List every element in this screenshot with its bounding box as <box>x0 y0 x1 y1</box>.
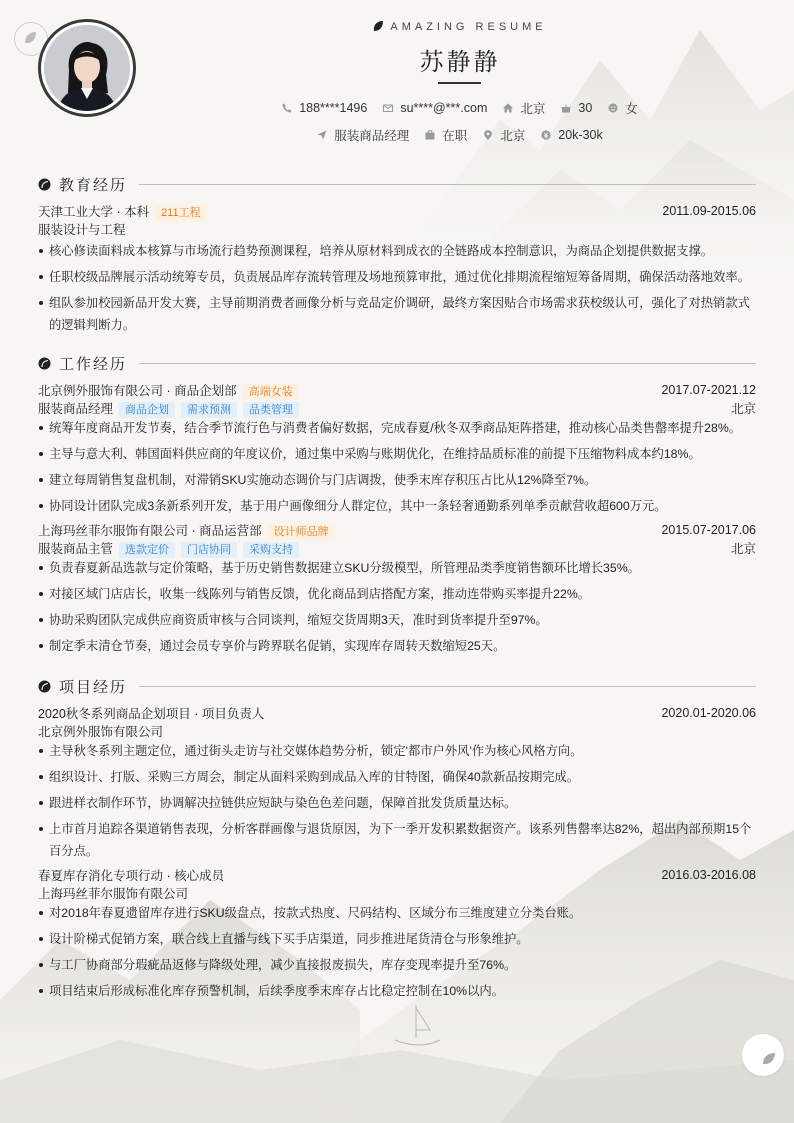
job-status-text: 在职 <box>442 129 468 143</box>
email-item <box>383 101 487 115</box>
company-name: 上海玛丝菲尔服饰有限公司 · 商品运营部 <box>38 523 262 538</box>
list-item: 项目结束后形成标准化库存预警机制，后续季度季末库存占比稳定控制在10%以内。 <box>38 980 756 1002</box>
list-item: 负责春夏新品选款与定价策略，基于历史销售数据建立SKU分级模型，所管理品类季度销售额环比增长35%。 <box>38 557 756 579</box>
job-status-item <box>425 126 467 144</box>
skill-tag: 需求预测 <box>181 402 237 418</box>
home-icon <box>503 103 513 113</box>
gender-icon <box>608 103 618 113</box>
list-item: 对接区域门店店长，收集一线陈列与销售反馈，优化商品到店搭配方案，推动连带购买率提升22%。 <box>38 583 756 605</box>
section-header <box>38 174 756 194</box>
company-row <box>38 521 756 539</box>
list-item: 设计阶梯式促销方案，联合线上直播与线下买手店渠道，同步推进尾货清仓与形象维护。 <box>38 928 756 950</box>
list-item: 组队参加校园新品开发大赛，主导前期消费者画像分析与竞品定价调研，最终方案因贴合市场需求获校级认可，强化了对热销款式的逻辑判断力。 <box>38 292 756 336</box>
target-position-item <box>317 126 409 144</box>
work-section <box>38 353 756 661</box>
section-divider <box>139 686 756 687</box>
project-name: 2020秋冬系列商品企划项目 · 项目负责人 <box>38 707 265 721</box>
briefcase-icon <box>425 130 435 140</box>
list-item: 跟进样衣制作环节，协调解决拉链供应短缺与染色色差问题，保障首批发货质量达标。 <box>38 792 756 814</box>
education-date: 2011.09-2015.06 <box>662 204 756 218</box>
list-item: 上市首月追踪各渠道销售表现，分析客群画像与退货原因，为下一季开发积累数据资产。该系列售罄率达82%，超出内部预期15个百分点。 <box>38 818 756 862</box>
work-city: 北京 <box>730 402 756 416</box>
residence-text: 北京 <box>520 102 546 116</box>
company-tag: 高端女装 <box>243 384 299 400</box>
list-item: 建立每周销售复盘机制，对滞销SKU实施动态调价与门店调拨，使季末库存积压占比从12%降至7%。 <box>38 469 756 491</box>
section-header <box>38 676 756 696</box>
profile-photo <box>44 25 130 111</box>
list-item: 主导与意大利、韩国面料供应商的年度议价，通过集中采购与账期优化，在维持品质标准的前提下压缩物料成本约18%。 <box>38 443 756 465</box>
work-city: 北京 <box>730 542 756 556</box>
major-row <box>38 220 756 238</box>
education-header-row <box>38 202 756 220</box>
list-item: 与工厂协商部分瑕疵品返修与降级处理，减少直接报废损失，库存变现率提升至76%。 <box>38 954 756 976</box>
money-icon <box>541 130 551 140</box>
section-header <box>38 353 756 373</box>
project-header-row <box>38 866 756 884</box>
work-entry <box>38 381 756 517</box>
skill-tag: 商品企划 <box>119 402 175 418</box>
position-row <box>38 539 756 557</box>
list-item: 主导秋冬系列主题定位，通过街头走访与社交媒体趋势分析，锁定'都市户外风'作为核心风格方向。 <box>38 740 756 762</box>
decorative-leaf-badge <box>742 1034 784 1076</box>
leaf-icon <box>38 680 51 693</box>
project-section <box>38 676 756 1006</box>
cake-icon <box>561 103 571 113</box>
project-org-row <box>38 884 756 902</box>
phone-text: 188****1496 <box>299 101 368 115</box>
location-icon <box>483 130 493 140</box>
education-bullets <box>38 240 756 336</box>
gender-text: 女 <box>625 102 638 116</box>
avatar <box>38 19 136 117</box>
position-name: 服装商品经理 <box>38 401 114 416</box>
phone-item <box>282 101 367 115</box>
project-date: 2020.01-2020.06 <box>661 706 756 720</box>
section-divider <box>139 363 756 364</box>
work-date: 2015.07-2017.06 <box>661 523 756 537</box>
company-row <box>38 381 756 399</box>
company-tag: 设计师品牌 <box>268 524 335 540</box>
target-position-text: 服装商品经理 <box>334 129 410 143</box>
position-row <box>38 399 756 417</box>
expected-salary-text: 20k-30k <box>558 128 603 142</box>
project-org: 北京例外服饰有限公司 <box>38 725 164 739</box>
leaf-icon <box>38 178 51 191</box>
project-name: 春夏库存消化专项行动 · 核心成员 <box>38 869 225 883</box>
skill-tag: 采购支持 <box>243 542 299 558</box>
job-intent-row <box>160 126 760 144</box>
list-item: 任职校级品牌展示活动统筹专员，负责展品库存流转管理及场地预算审批，通过优化排期流程缩短筹备周期，确保活动落地效率。 <box>38 266 756 288</box>
project-org-row <box>38 722 756 740</box>
skill-tag: 选款定价 <box>119 542 175 558</box>
candidate-name: 苏静静 <box>419 49 501 76</box>
work-bullets <box>38 417 756 517</box>
work-entry <box>38 521 756 657</box>
school-tag: 211工程 <box>155 205 207 221</box>
age-text: 30 <box>578 101 593 115</box>
project-entry <box>38 866 756 1002</box>
tagline-text: AMAZING RESUME <box>390 21 547 33</box>
project-entry <box>38 704 756 862</box>
email-text: su****@***.com <box>400 101 488 115</box>
project-bullets <box>38 902 756 1002</box>
expected-salary-item <box>541 128 602 142</box>
skill-tag: 门店协同 <box>181 542 237 558</box>
leaf-icon <box>38 357 51 370</box>
list-item: 统筹年度商品开发节奏，结合季节流行色与消费者偏好数据，完成春夏/秋冬双季商品矩阵搭建，推动核心品类售罄率提升28%。 <box>38 417 756 439</box>
list-item: 核心修读面料成本核算与市场流行趋势预测课程，培养从原材料到成衣的全链路成本控制意识，为商品企划提供数据支撑。 <box>38 240 756 262</box>
contact-info-row <box>160 99 760 117</box>
education-section <box>38 174 756 340</box>
send-icon <box>317 130 327 140</box>
major-name: 服装设计与工程 <box>38 223 126 237</box>
resume-tagline <box>160 20 760 33</box>
leaf-icon <box>373 20 384 32</box>
list-item: 制定季末清仓节奏，通过会员专享价与跨界联名促销，实现库存周转天数缩短25天。 <box>38 635 756 657</box>
age-item <box>561 101 592 115</box>
phone-icon <box>282 103 292 113</box>
list-item: 协助采购团队完成供应商资质审核与合同谈判，缩短交货周期3天，准时到货率提升至97%。 <box>38 609 756 631</box>
residence-item <box>503 99 545 117</box>
target-city-text: 北京 <box>500 129 526 143</box>
work-date: 2017.07-2021.12 <box>661 383 756 397</box>
school-name: 天津工业大学 · 本科 <box>38 204 150 219</box>
target-city-item <box>483 126 525 144</box>
gender-item <box>608 99 638 117</box>
position-name: 服装商品主管 <box>38 541 114 556</box>
leaf-icon <box>762 1052 776 1066</box>
list-item: 对2018年春夏遗留库存进行SKU级盘点，按款式热度、尺码结构、区域分布三维度建立分类台账。 <box>38 902 756 924</box>
mail-icon <box>383 103 393 113</box>
section-title: 工作经历 <box>59 355 128 373</box>
project-header-row <box>38 704 756 722</box>
list-item: 组织设计、打版、采购三方周会，制定从面料采购到成品入库的甘特图，确保40款新品按期完成。 <box>38 766 756 788</box>
skill-tag: 品类管理 <box>243 402 299 418</box>
name-underline <box>438 82 481 84</box>
list-item: 协同设计团队完成3条新系列开发，基于用户画像细分人群定位，其中一条轻奢通勤系列单季贡献营收超600万元。 <box>38 495 756 517</box>
project-bullets <box>38 740 756 862</box>
section-title: 项目经历 <box>59 678 128 696</box>
company-name: 北京例外服饰有限公司 · 商品企划部 <box>38 383 237 398</box>
project-org: 上海玛丝菲尔服饰有限公司 <box>38 887 189 901</box>
section-title: 教育经历 <box>59 176 128 194</box>
section-divider <box>139 184 756 185</box>
work-bullets <box>38 557 756 657</box>
project-date: 2016.03-2016.08 <box>661 868 756 882</box>
